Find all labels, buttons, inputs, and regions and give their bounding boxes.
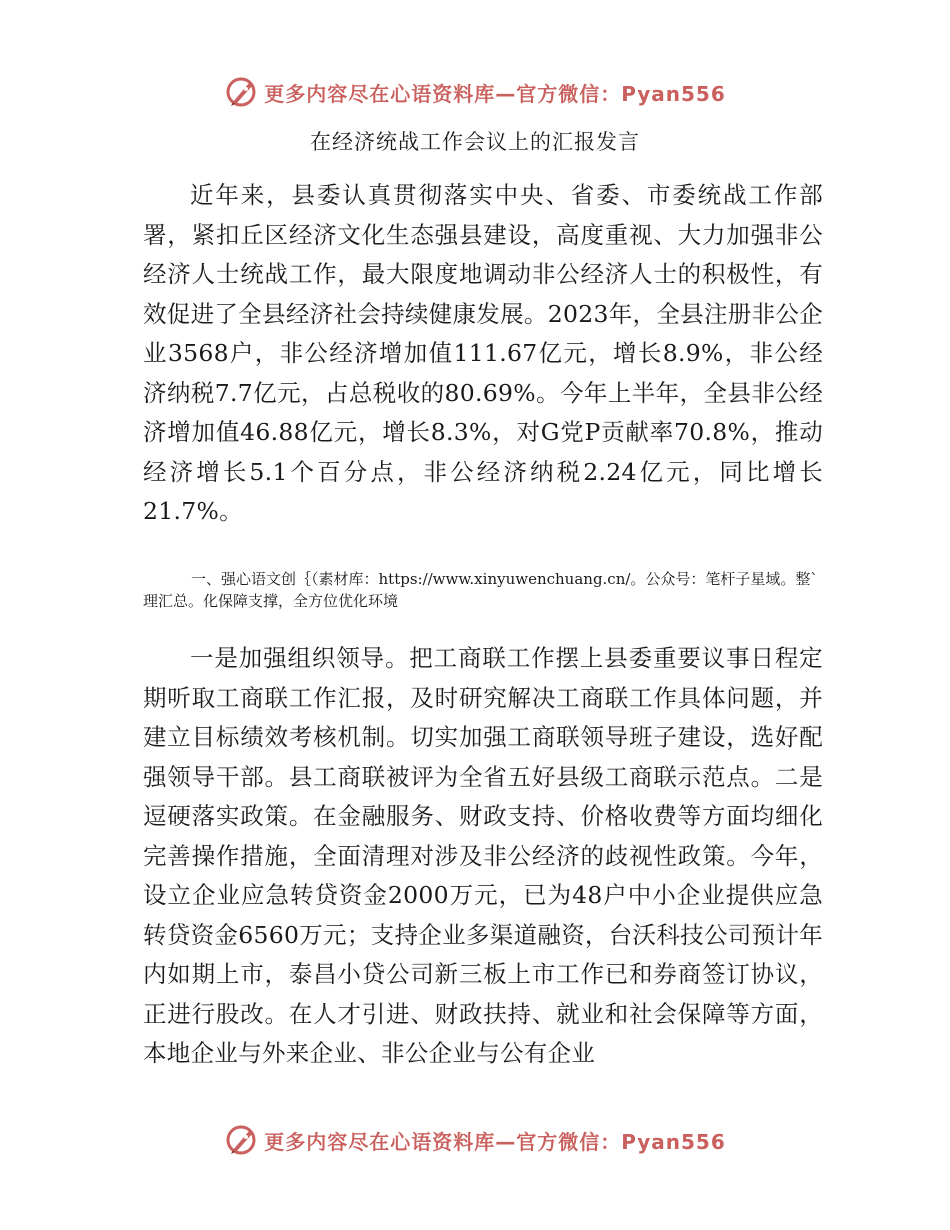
footer-banner-text: 更多内容尽在心语资料库—官方微信：Pyan556 (264, 1129, 726, 1154)
document-title: 在经济统战工作会议上的汇报发言 (310, 130, 640, 154)
quill-pen-logo-icon (224, 75, 258, 109)
paragraph-intro: 近年来，县委认真贯彻落实中央、省委、市委统战工作部署，紧扣丘区经济文化生态强县建设，高度重视、大力加强非公经济人士统战工作，最大限度地调动非公经济人士的积极性，有效促进了全县经济社会持续健康发展。2023年，全县注册非公企业3568户，非公经济增加值111.67亿元，增长8.9%，非公经济纳税7.7亿元，占总税收的80.69%。今年上半年，全县非公经济增加值46.88亿元，增长8.3%，对G党P贡献率70.8%，推动经济增长5.1个百分点，非公经济纳税2.24亿元，同比增长21.7%。 (143, 181, 823, 525)
paragraph-measures: 一是加强组织领导。把工商联工作摆上县委重要议事日程定期听取工商联工作汇报，及时研究解决工商联工作具体问题，并建立目标绩效考核机制。切实加强工商联领导班子建设，选好配强领导干部。县工商联被评为全省五好县级工商联示范点。二是逗硬落实政策。在金融服务、财政支持、价格收费等方面均细化完善操作措施，全面清理对涉及非公经济的歧视性政策。今年，设立企业应急转贷资金2000万元，已为48户中小企业提供应急转贷资金6560万元；支持企业多渠道融资，台沃科技公司预计年内如期上市，泰昌小贷公司新三板上市工作已和券商签订协议，正进行股改。在人才引进、财政扶持、就业和社会保障等方面，本地企业与外来企业、非公企业与公有企业 (143, 644, 823, 1067)
footer-banner (0, 1120, 950, 1160)
quill-pen-logo-icon (224, 1123, 258, 1157)
section-heading-note: 一、强心语文创｛（素材库：https://www.xinyuwenchuang.cn/。公众号：笔杆子星域。整`理汇总。化保障支撑，全方位优化环境 (143, 570, 818, 610)
header-banner (0, 72, 950, 112)
header-banner-text: 更多内容尽在心语资料库—官方微信：Pyan556 (264, 81, 726, 106)
footer-banner-content (224, 1123, 726, 1157)
header-banner-content (224, 75, 726, 109)
